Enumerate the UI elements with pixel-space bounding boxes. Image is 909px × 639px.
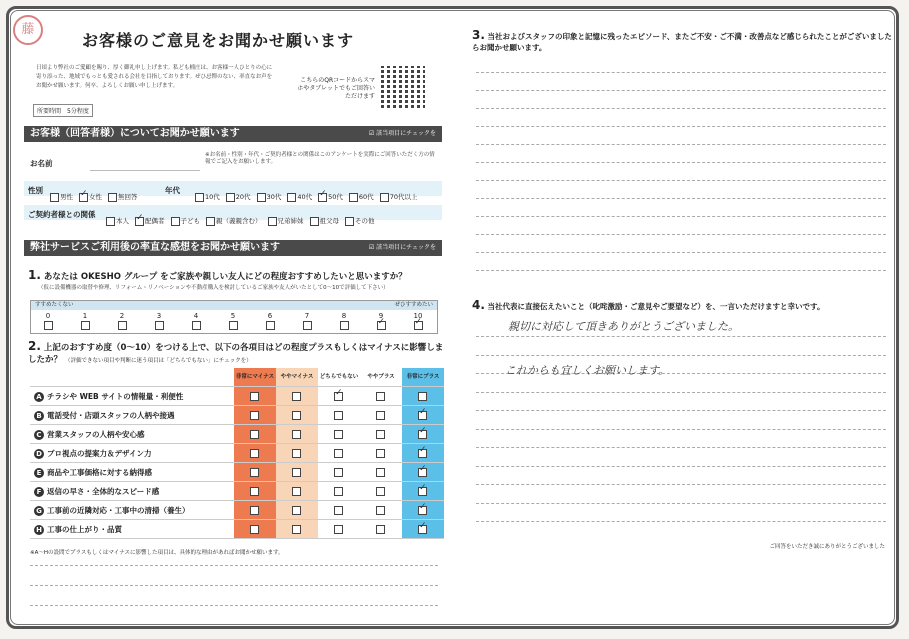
scale-number: 4 [193,312,199,320]
scale-number: 0 [45,312,51,320]
rating-row [30,425,444,444]
checkbox-icon[interactable] [292,525,301,534]
rating-cell [318,387,360,406]
checkbox-icon[interactable] [345,217,354,226]
checkbox-icon[interactable] [118,321,127,330]
item-label: 商品や工事価格に対する納得感 [47,467,152,477]
answer-line[interactable] [476,252,886,253]
checkbox-icon[interactable] [250,525,259,534]
checkbox-icon[interactable] [292,392,301,401]
checkbox-icon[interactable] [334,392,343,401]
answer-line[interactable] [476,198,886,199]
relation-label: ご契約者様との関係 [28,210,96,219]
scale-option[interactable] [337,312,351,330]
checkbox-icon[interactable] [376,525,385,534]
checkbox-icon[interactable] [229,321,238,330]
rating-cell [360,482,402,501]
item-letter-icon: B [34,411,44,421]
age-option[interactable] [318,193,343,201]
relation-option-label: 配偶者 [145,217,165,225]
answer-line[interactable] [476,484,886,485]
answer-line[interactable] [476,90,886,91]
answer-line[interactable] [476,144,886,145]
checkbox-icon[interactable] [292,449,301,458]
checkbox-icon[interactable] [206,217,215,226]
item-letter-icon: A [34,392,44,402]
rating-row [30,444,444,463]
scale-number: 2 [119,312,125,320]
checkbox-icon[interactable] [250,506,259,515]
question-4 [472,298,824,312]
gender-option[interactable] [108,193,138,201]
checkbox-icon[interactable] [418,525,427,534]
q1-text: あなたは OKESHO グループ をご家族や親しい友人にどの程度おすすめしたいと思いますか？ [43,272,407,282]
item-letter-icon: H [34,525,44,535]
question-3 [472,30,892,53]
age-option[interactable] [349,193,374,201]
q4-number: 4. [472,298,485,312]
time-estimate: 所要時間 5分程度 [33,104,93,117]
rating-row [30,482,444,501]
rating-cell [402,463,444,482]
age-option-label: 50代 [328,193,343,201]
rating-item [30,387,234,406]
answer-line-a[interactable] [30,565,438,566]
checkbox-icon[interactable] [268,217,277,226]
age-option[interactable] [226,193,251,201]
rating-cell [234,387,276,406]
rating-row [30,406,444,425]
rating-cell [402,482,444,501]
name-input-line[interactable] [90,170,200,171]
checkbox-icon[interactable] [334,487,343,496]
checkbox-icon[interactable] [192,321,201,330]
checkbox-icon[interactable] [376,487,385,496]
answer-line[interactable] [476,392,886,393]
rating-item [30,463,234,482]
handwritten-answer-1: 親切に対応して頂きありがとうございました。 [508,320,739,333]
checkbox-icon[interactable] [414,321,423,330]
item-letter-icon: C [34,430,44,440]
relation-option[interactable] [171,217,201,225]
checkbox-icon[interactable] [79,193,88,202]
section2-header [24,240,442,256]
rating-table [30,368,444,539]
scale-option[interactable] [300,312,314,330]
checkbox-icon[interactable] [376,430,385,439]
scale-number: 8 [341,312,347,320]
answer-line-c[interactable] [30,605,438,606]
checkbox-icon[interactable] [340,321,349,330]
q2-text: 上記のおすすめ度（0～10）をつける上で、以下の各項目はどの程度プラスもしくはマイナスに影響しましたか？ [28,343,444,365]
checkbox-icon[interactable] [376,468,385,477]
rating-item [30,482,234,501]
rating-row [30,463,444,482]
q1-note: （仮に設備機器の取替や修理、リフォーム・リノベーションや不動産購入を検討しているご家族や友人がいたとして0～10で評価して下さい） [38,285,389,291]
scale-low-label: すすめたくない [35,302,74,308]
answer-line[interactable] [476,216,886,217]
rating-cell [276,406,318,425]
rating-cell [360,387,402,406]
checkbox-icon[interactable] [418,487,427,496]
rating-cell [402,444,444,463]
q2-number: 2. [28,339,41,353]
scale-number: 10 [413,312,423,320]
rating-column-header: 非常にマイナス [234,368,276,387]
checkbox-icon[interactable] [334,468,343,477]
handwritten-answer-2: これからも宜しくお願いします。 [505,364,670,377]
check-hint: ☑ 該当項目にチェックを [368,130,436,137]
checkbox-icon[interactable] [250,411,259,420]
rating-row [30,501,444,520]
scale-high-label: ぜひすすめたい [394,302,433,308]
relation-option-label: 子ども [180,217,200,225]
checkbox-icon[interactable] [349,193,358,202]
rating-cell [276,444,318,463]
rating-cell [360,444,402,463]
item-label: チラシや WEB サイトの情報量・利便性 [47,391,184,401]
item-label: 返信の早さ・全体的なスピード感 [47,486,160,496]
gender-options [50,184,144,203]
item-letter-icon: G [34,506,44,516]
scale-option[interactable] [411,312,425,330]
relation-option-label: 親（義親含む） [216,217,262,225]
checkbox-icon[interactable] [266,321,275,330]
checkbox-icon[interactable] [376,506,385,515]
rating-cell [234,406,276,425]
answer-line[interactable] [476,429,886,430]
rating-cell [360,425,402,444]
rating-cell [276,520,318,539]
checkbox-icon[interactable] [250,487,259,496]
item-label: 工事の仕上がり・品質 [47,524,122,534]
scale-number: 1 [82,312,88,320]
checkbox-icon[interactable] [376,411,385,420]
relation-option[interactable] [268,217,304,225]
rating-row [30,520,444,539]
checkbox-icon[interactable] [292,506,301,515]
question-2 [28,340,448,367]
item-label: 電話受付・店頭スタッフの人柄や接遇 [47,410,175,420]
item-label: 工事前の近隣対応・工事中の清掃（養生） [47,505,190,515]
checkbox-icon[interactable] [108,193,117,202]
rating-cell [402,406,444,425]
rating-cell [276,463,318,482]
checkbox-icon[interactable] [250,392,259,401]
rating-cell [318,444,360,463]
checkbox-icon[interactable] [44,321,53,330]
checkbox-icon[interactable] [310,217,319,226]
scale-number: 9 [378,312,384,320]
checkbox-icon[interactable] [334,449,343,458]
rating-column-header: ややマイナス [276,368,318,387]
checkbox-icon[interactable] [376,392,385,401]
relation-option-label: その他 [355,217,375,225]
answer-line[interactable] [476,355,886,356]
rating-cell [234,482,276,501]
thank-you-note: ご回答をいただき誠にありがとうございました [769,544,885,550]
checkbox-icon[interactable] [287,193,296,202]
checkbox-icon[interactable] [334,506,343,515]
checkbox-icon[interactable] [334,430,343,439]
section2-title: 弊社サービスご利用後の率直な感想をお聞かせ願います [30,242,280,253]
answer-line[interactable] [476,108,886,109]
age-option-label: 40代 [297,193,313,201]
q3-text: 当社およびスタッフの印象と記憶に残ったエピソード、またご不安・ご不満・改善点など感じられたことがございましたらお聞かせ願います。 [472,32,892,52]
rating-cell [318,520,360,539]
scale-number: 7 [304,312,310,320]
checkbox-icon[interactable] [50,193,59,202]
checkbox-icon[interactable] [106,217,115,226]
relation-option[interactable] [106,217,129,225]
rating-cell [234,463,276,482]
item-label: プロ視点の提案力＆デザイン力 [47,448,152,458]
checkbox-icon[interactable] [135,217,144,226]
q2-note: （評価できない項目や判断に迷う項目は「どちらでもない」にチェックを） [64,358,252,364]
rating-item [30,520,234,539]
header-blank [30,368,234,387]
q4-text: 当社代表に直接伝えたいこと（叱咤激励・ご意見やご要望など）を、一言いただけますと幸いです。 [487,302,825,311]
checkbox-icon[interactable] [292,468,301,477]
rating-item [30,425,234,444]
answer-line[interactable] [476,521,886,522]
age-option[interactable] [287,193,312,201]
answer-line[interactable] [476,466,886,467]
rating-cell [234,501,276,520]
gender-option-label: 男性 [60,193,73,201]
checkbox-icon[interactable] [418,506,427,515]
q3-number: 3. [472,28,485,42]
answer-line[interactable] [476,447,886,448]
age-option-label: 60代 [358,193,374,201]
scale-option[interactable] [226,312,240,330]
footnote: ※A～Hの設問でプラスもしくはマイナスに影響した項目は、具体的な理由があればお聞かせ願います。 [30,550,284,556]
scale-header [31,301,437,310]
scale-option[interactable] [41,312,55,330]
scale-number: 3 [156,312,162,320]
page-title: お客様のご意見をお聞かせ願います [82,31,355,50]
age-option-label: 10代 [205,193,220,201]
age-option-label: 20代 [235,193,251,201]
seal-stamp: 藤 [13,15,43,45]
rating-cell [276,482,318,501]
scale-option[interactable] [115,312,129,330]
check-hint-text: 該当項目にチェックを [376,130,436,137]
gender-label: 性別 [28,186,43,195]
relation-option-label: 本人 [116,217,129,225]
rating-header-row [30,368,444,387]
item-letter-icon: F [34,487,44,497]
recommend-scale [30,300,438,334]
rating-cell [276,501,318,520]
relation-option[interactable] [310,217,340,225]
answer-line[interactable] [476,503,886,504]
rating-cell [360,501,402,520]
checkbox-icon[interactable] [81,321,90,330]
answer-line[interactable] [476,270,886,271]
answer-line-b[interactable] [30,585,438,586]
answer-line[interactable] [476,180,886,181]
gender-option-label: 女性 [89,193,102,201]
checkbox-icon[interactable] [334,411,343,420]
age-option[interactable] [257,193,282,201]
rating-cell [234,520,276,539]
rating-cell [318,425,360,444]
checkbox-icon[interactable] [380,193,389,202]
scale-number: 6 [267,312,273,320]
rating-cell [276,387,318,406]
relation-option[interactable] [345,217,375,225]
answer-line[interactable] [476,336,886,337]
scale-option[interactable] [189,312,203,330]
checkbox-icon[interactable] [418,449,427,458]
check-hint-2: ☑ 該当項目にチェックを [368,244,436,251]
checkbox-icon[interactable] [250,468,259,477]
age-label: 年代 [165,186,180,195]
checkbox-icon[interactable] [418,411,427,420]
rating-cell [360,463,402,482]
rating-cell [360,406,402,425]
rating-cell [318,482,360,501]
relation-option[interactable] [135,217,165,225]
rating-cell [360,520,402,539]
checkbox-icon[interactable] [292,411,301,420]
rating-column-header: ややプラス [360,368,402,387]
question-1 [28,268,448,282]
check-hint-2-text: 該当項目にチェックを [376,244,436,251]
qr-code-icon[interactable] [381,66,425,110]
rating-item [30,444,234,463]
checkbox-icon[interactable] [376,449,385,458]
name-note: ※お名前・性別・年代・ご契約者様との関係はこのアンケートを実際にご回答いただく方の情報でご記入をお願いします。 [205,152,435,165]
gender-option[interactable] [79,193,102,201]
age-option-label: 30代 [266,193,282,201]
checkbox-icon[interactable] [155,321,164,330]
scale-option[interactable] [263,312,277,330]
checkbox-icon[interactable] [171,217,180,226]
qr-description: こちらのQRコードからスマホやタブレットでもご回答いただけます [297,77,375,100]
item-letter-icon: E [34,468,44,478]
rating-cell [276,425,318,444]
answer-line[interactable] [476,410,886,411]
scale-option[interactable] [78,312,92,330]
item-letter-icon: D [34,449,44,459]
rating-item [30,501,234,520]
section1-header [24,126,442,142]
age-options [195,184,423,203]
answer-line[interactable] [476,72,886,73]
rating-cell [402,501,444,520]
rating-cell [402,387,444,406]
age-option-label: 70代以上 [389,193,418,201]
checkbox-icon[interactable] [195,193,204,202]
answer-line[interactable] [476,162,886,163]
checkbox-icon[interactable] [250,449,259,458]
rating-cell [318,501,360,520]
checkbox-icon[interactable] [418,430,427,439]
rating-item [30,406,234,425]
checkbox-icon[interactable] [292,487,301,496]
checkbox-icon[interactable] [377,321,386,330]
checkbox-icon[interactable] [418,468,427,477]
item-label: 営業スタッフの人柄や安心感 [47,429,145,439]
gender-option[interactable] [50,193,73,201]
rating-cell [318,406,360,425]
relation-option[interactable] [206,217,262,225]
checkbox-icon[interactable] [226,193,235,202]
rating-cell [234,444,276,463]
checkbox-icon[interactable] [318,193,327,202]
checkbox-icon[interactable] [257,193,266,202]
age-option[interactable] [380,193,418,201]
rating-cell [402,425,444,444]
scale-number: 5 [230,312,236,320]
checkbox-icon[interactable] [303,321,312,330]
relation-options [106,208,381,227]
scale-option[interactable] [152,312,166,330]
rating-cell [234,425,276,444]
relation-option-label: 兄弟姉妹 [277,217,304,225]
answer-line[interactable] [476,126,886,127]
rating-row [30,387,444,406]
section1-title: お客様（回答者様）についてお聞かせ願います [30,128,240,139]
checkbox-icon[interactable] [292,430,301,439]
rating-column-header: どちらでもない [318,368,360,387]
rating-column-header: 非常にプラス [402,368,444,387]
gender-option-label: 無回答 [118,193,138,201]
answer-line[interactable] [476,234,886,235]
rating-cell [402,520,444,539]
scale-option[interactable] [374,312,388,330]
checkbox-icon[interactable] [418,392,427,401]
relation-option-label: 祖父母 [319,217,339,225]
name-label: お名前 [30,159,53,168]
intro-text: 日頃より弊社のご愛顧を賜り、厚く御礼申し上げます。私ども桶庄は、お客様一人ひとりの心に寄り添った、地域でもっとも愛される会社を目指しております。ぜひ忌憚のない、率直なお声をお聞かせ願います。何卒、よろしくお願い申し上げます。 [36,65,273,89]
q1-number: 1. [28,268,41,282]
checkbox-icon[interactable] [334,525,343,534]
checkbox-icon[interactable] [250,430,259,439]
rating-cell [318,463,360,482]
age-option[interactable] [195,193,220,201]
